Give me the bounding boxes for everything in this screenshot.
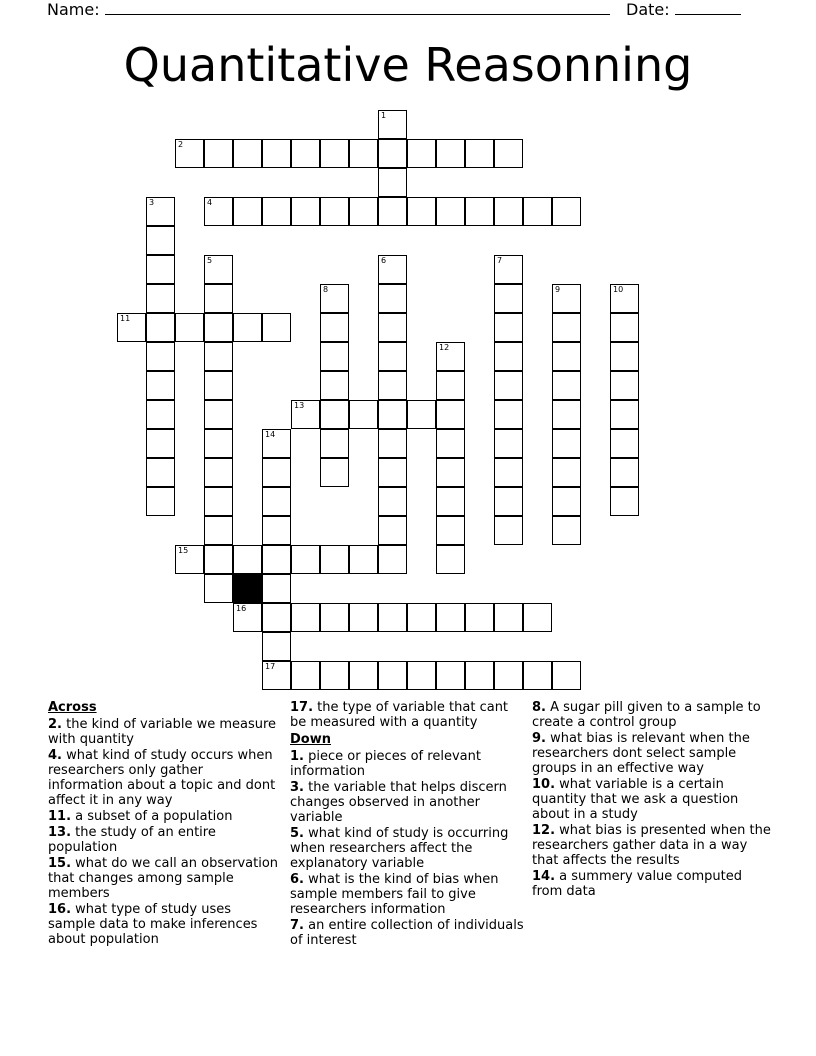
grid-cell[interactable] [320, 371, 349, 400]
grid-cell[interactable] [610, 342, 639, 371]
grid-cell[interactable] [320, 197, 349, 226]
clue-down-9: 9. what bias is relevant when the researchers dont select sample groups in an effective way [532, 731, 750, 776]
puzzle-title: Quantitative Reasonning [123, 38, 693, 92]
grid-cell[interactable] [610, 400, 639, 429]
clues-column-3 [532, 700, 772, 900]
grid-cell[interactable] [146, 226, 175, 255]
grid-cell[interactable] [494, 516, 523, 545]
name-label: Name: [47, 0, 100, 19]
grid-cell[interactable] [233, 197, 262, 226]
grid-cell[interactable] [610, 458, 639, 487]
clue-number: 10 [613, 285, 624, 294]
clue-across-13: 13. the study of an entire population [48, 825, 216, 855]
grid-cell[interactable] [146, 255, 175, 284]
grid-cell[interactable] [146, 400, 175, 429]
grid-cell[interactable] [407, 197, 436, 226]
grid-cell[interactable] [436, 545, 465, 574]
grid-cell[interactable] [233, 603, 262, 632]
grid-cell[interactable] [204, 255, 233, 284]
grid-cell[interactable] [494, 371, 523, 400]
grid-cell[interactable] [204, 574, 233, 603]
grid-cell[interactable] [610, 313, 639, 342]
grid-cell[interactable] [436, 400, 465, 429]
grid-cell[interactable] [204, 139, 233, 168]
grid-cell[interactable] [204, 516, 233, 545]
grid-cell[interactable] [262, 516, 291, 545]
grid-cell[interactable] [378, 516, 407, 545]
clues-column-1 [48, 700, 280, 948]
grid-cell[interactable] [378, 487, 407, 516]
grid-cell[interactable] [378, 342, 407, 371]
grid-cell[interactable] [146, 371, 175, 400]
grid-cell[interactable] [494, 255, 523, 284]
clue-across-17: 17. the type of variable that cant be measured with a quantity [290, 700, 509, 730]
grid-cell[interactable] [233, 545, 262, 574]
grid-cell[interactable] [233, 139, 262, 168]
grid-cell[interactable] [262, 574, 291, 603]
grid-cell[interactable] [320, 458, 349, 487]
grid-cell[interactable] [378, 545, 407, 574]
grid-cell[interactable] [204, 313, 233, 342]
grid-cell[interactable] [494, 603, 523, 632]
grid-cell[interactable] [436, 603, 465, 632]
clue-down-10: 10. what variable is a certain quantity that we ask a question about in a study [532, 777, 739, 822]
grid-cell[interactable] [378, 255, 407, 284]
clue-number: 2 [178, 140, 184, 149]
grid-cell[interactable] [146, 313, 175, 342]
grid-cell[interactable] [465, 603, 494, 632]
grid-cell[interactable] [349, 139, 378, 168]
grid-cell[interactable] [465, 139, 494, 168]
clue-number: 17 [265, 662, 276, 671]
clue-down-7: 7. an entire collection of individuals of interest [290, 918, 524, 948]
grid-cell[interactable] [552, 197, 581, 226]
grid-cell[interactable] [204, 458, 233, 487]
clue-number: 9 [555, 285, 561, 294]
clue-number: 3 [149, 198, 155, 207]
grid-cell[interactable] [494, 139, 523, 168]
grid-cell[interactable] [204, 545, 233, 574]
grid-cell[interactable] [262, 487, 291, 516]
grid-cell[interactable] [349, 603, 378, 632]
grid-cell[interactable] [523, 661, 552, 690]
grid-cell[interactable] [262, 429, 291, 458]
grid-cell[interactable] [552, 661, 581, 690]
clue-number: 16 [236, 604, 247, 613]
grid-cell[interactable] [204, 284, 233, 313]
grid-cell[interactable] [204, 400, 233, 429]
grid-cell[interactable] [262, 661, 291, 690]
grid-cell[interactable] [204, 429, 233, 458]
clue-across-16: 16. what type of study uses sample data to make inferences about population [48, 902, 258, 947]
grid-cell[interactable] [378, 168, 407, 197]
grid-cell[interactable] [146, 487, 175, 516]
clue-down-8: 8. A sugar pill given to a sample to create a control group [532, 700, 761, 730]
grid-cell[interactable] [262, 545, 291, 574]
grid-cell[interactable] [146, 458, 175, 487]
grid-cell[interactable] [494, 342, 523, 371]
grid-cell[interactable] [291, 139, 320, 168]
clue-across-15: 15. what do we call an observation that changes among sample members [48, 856, 279, 901]
grid-cell[interactable] [204, 487, 233, 516]
grid-cell[interactable] [349, 545, 378, 574]
grid-cell[interactable] [610, 284, 639, 313]
grid-cell[interactable] [407, 139, 436, 168]
grid-cell[interactable] [407, 400, 436, 429]
grid-cell[interactable] [552, 284, 581, 313]
across-heading: Across [48, 700, 97, 715]
grid-cell[interactable] [175, 545, 204, 574]
grid-cell[interactable] [349, 400, 378, 429]
clue-number: 15 [178, 546, 189, 555]
grid-cell[interactable] [552, 429, 581, 458]
clue-across-11: 11. a subset of a population [48, 809, 233, 824]
grid-cell[interactable] [320, 139, 349, 168]
grid-cell[interactable] [465, 197, 494, 226]
grid-cell[interactable] [494, 661, 523, 690]
grid-cell[interactable] [436, 371, 465, 400]
grid-cell[interactable] [407, 603, 436, 632]
grid-cell[interactable] [378, 429, 407, 458]
grid-cell[interactable] [262, 458, 291, 487]
clue-across-2: 2. the kind of variable we measure with quantity [48, 717, 277, 747]
clue-number: 12 [439, 343, 450, 352]
grid-cell[interactable] [378, 313, 407, 342]
grid-cell[interactable] [494, 458, 523, 487]
grid-cell[interactable] [320, 342, 349, 371]
date-label: Date: [626, 0, 670, 19]
grid-cell[interactable] [320, 429, 349, 458]
clue-down-12: 12. what bias is presented when the researchers gather data in a way that affects the results [532, 823, 771, 868]
grid-cell[interactable] [378, 603, 407, 632]
black-square [233, 574, 262, 603]
grid-cell[interactable] [378, 284, 407, 313]
grid-cell[interactable] [552, 516, 581, 545]
grid-cell[interactable] [378, 110, 407, 139]
grid-cell[interactable] [552, 487, 581, 516]
grid-cell[interactable] [610, 487, 639, 516]
grid-cell[interactable] [262, 197, 291, 226]
grid-cell[interactable] [204, 342, 233, 371]
grid-cell[interactable] [436, 458, 465, 487]
grid-cell[interactable] [175, 139, 204, 168]
grid-cell[interactable] [291, 545, 320, 574]
grid-cell[interactable] [407, 661, 436, 690]
grid-cell[interactable] [610, 371, 639, 400]
clues-column-2 [290, 700, 526, 949]
grid-cell[interactable] [378, 400, 407, 429]
grid-cell[interactable] [291, 400, 320, 429]
grid-cell[interactable] [146, 342, 175, 371]
grid-cell[interactable] [378, 371, 407, 400]
grid-cell[interactable] [320, 545, 349, 574]
grid-cell[interactable] [233, 313, 262, 342]
grid-cell[interactable] [436, 197, 465, 226]
grid-cell[interactable] [436, 429, 465, 458]
clue-number: 14 [265, 430, 276, 439]
grid-cell[interactable] [436, 516, 465, 545]
grid-cell[interactable] [552, 400, 581, 429]
grid-cell[interactable] [610, 429, 639, 458]
grid-cell[interactable] [378, 661, 407, 690]
grid-cell[interactable] [175, 313, 204, 342]
grid-cell[interactable] [262, 139, 291, 168]
grid-cell[interactable] [494, 400, 523, 429]
grid-cell[interactable] [552, 371, 581, 400]
grid-cell[interactable] [378, 139, 407, 168]
clue-down-3: 3. the variable that helps discern changes observed in another variable [290, 780, 507, 825]
grid-cell[interactable] [146, 197, 175, 226]
grid-cell[interactable] [494, 197, 523, 226]
grid-cell[interactable] [262, 603, 291, 632]
grid-cell[interactable] [552, 342, 581, 371]
grid-cell[interactable] [349, 661, 378, 690]
grid-cell[interactable] [494, 429, 523, 458]
grid-cell[interactable] [320, 603, 349, 632]
clue-number: 7 [497, 256, 503, 265]
grid-cell[interactable] [291, 661, 320, 690]
clue-number: 6 [381, 256, 387, 265]
grid-cell[interactable] [146, 284, 175, 313]
clue-number: 5 [207, 256, 213, 265]
grid-cell[interactable] [523, 197, 552, 226]
grid-cell[interactable] [262, 632, 291, 661]
grid-cell[interactable] [378, 458, 407, 487]
clue-number: 8 [323, 285, 329, 294]
grid-cell[interactable] [117, 313, 146, 342]
grid-cell[interactable] [436, 661, 465, 690]
clue-down-14: 14. a summery value computed from data [532, 869, 743, 899]
clue-down-5: 5. what kind of study is occurring when researchers affect the explanatory variable [290, 826, 509, 871]
clue-down-6: 6. what is the kind of bias when sample members fail to give researchers information [290, 872, 499, 917]
grid-cell[interactable] [494, 284, 523, 313]
grid-cell[interactable] [204, 197, 233, 226]
clue-number: 4 [207, 198, 213, 207]
grid-cell[interactable] [349, 197, 378, 226]
grid-cell[interactable] [146, 429, 175, 458]
grid-cell[interactable] [494, 487, 523, 516]
clue-number: 13 [294, 401, 305, 410]
grid-cell[interactable] [320, 661, 349, 690]
grid-cell[interactable] [465, 661, 494, 690]
grid-cell[interactable] [494, 313, 523, 342]
clue-number: 11 [120, 314, 131, 323]
clue-down-1: 1. piece or pieces of relevant information [290, 749, 481, 779]
clue-across-4: 4. what kind of study occurs when researchers only gather information about a topic and dont affect it in any way [48, 748, 276, 808]
grid-cell[interactable] [291, 603, 320, 632]
grid-cell[interactable] [291, 197, 320, 226]
grid-cell[interactable] [436, 342, 465, 371]
grid-cell[interactable] [552, 313, 581, 342]
grid-cell[interactable] [204, 371, 233, 400]
clue-number: 1 [381, 111, 387, 120]
down-heading: Down [290, 732, 331, 747]
grid-cell[interactable] [320, 400, 349, 429]
grid-cell[interactable] [523, 603, 552, 632]
grid-cell[interactable] [378, 197, 407, 226]
grid-cell[interactable] [320, 284, 349, 313]
grid-cell[interactable] [436, 487, 465, 516]
grid-cell[interactable] [436, 139, 465, 168]
grid-cell[interactable] [262, 313, 291, 342]
grid-cell[interactable] [552, 458, 581, 487]
grid-cell[interactable] [320, 313, 349, 342]
